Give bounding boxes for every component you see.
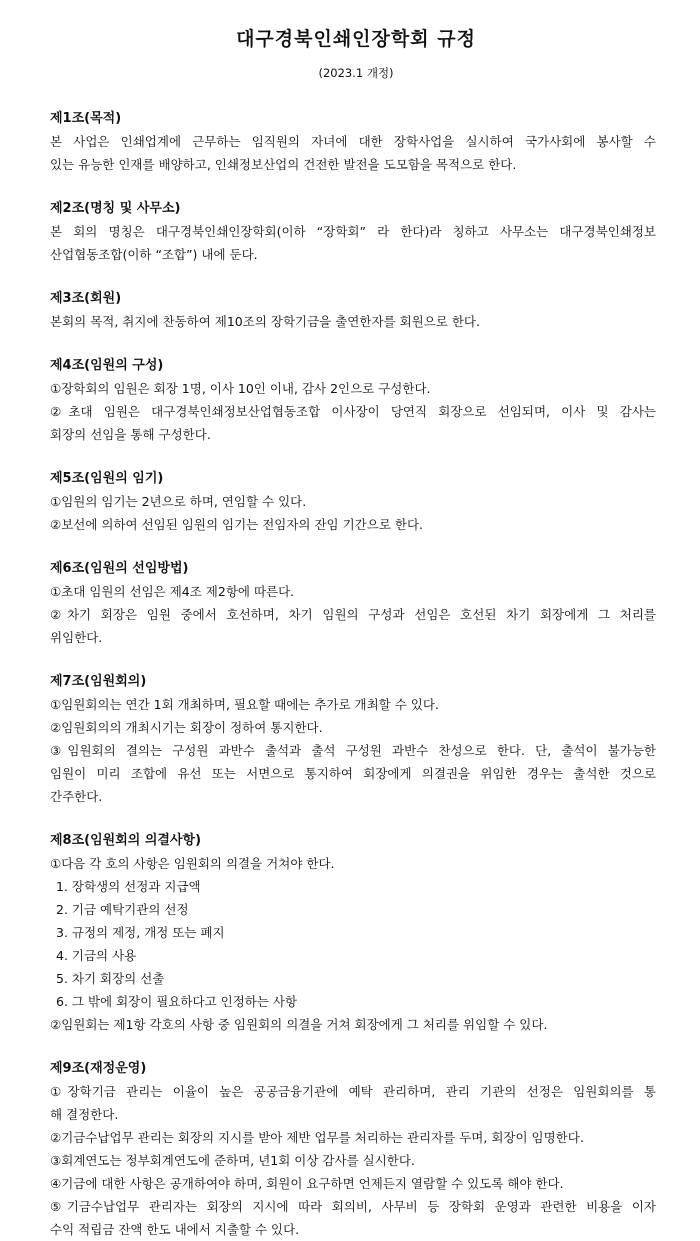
article-text-line: ④기금에 대한 사항은 공개하여야 하며, 회원이 요구하면 언제든지 열람할 수 있도록 해야 한다.: [50, 1176, 564, 1191]
article-text-line: 산업협동조합(이하 “조합”) 내에 둔다.: [50, 247, 258, 262]
list-item: 1. 장학생의 선정과 지급액: [56, 879, 201, 894]
article-text-line: ①장학기금 관리는 이율이 높은 공공금융기관에 예탁 관리하며, 관리 기관의 선정은 임원회의를 통: [50, 1084, 656, 1099]
article-text-line: ②기금수납업무 관리는 회장의 지시를 받아 제반 업무를 처리하는 관리자를 두며, 회장이 임명한다.: [50, 1130, 584, 1145]
article-section: [50, 557, 656, 649]
article-text-line: 본 회의 명칭은 대구경북인쇄인장학회(이하 “장학회” 라 한다)라 칭하고 사무소는 대구경북인쇄정보: [50, 224, 656, 239]
article-text-line: ②임원회의의 개최시기는 회장이 정하여 통지한다.: [50, 720, 323, 735]
article-text-line: 간주한다.: [50, 789, 103, 804]
revision-note: (2023.1 개정): [318, 66, 394, 80]
article-text-line: 있는 유능한 인재를 배양하고, 인쇄정보산업의 건전한 발전을 도모함을 목적으로 한다.: [50, 157, 517, 172]
article-text-line: ③임원회의 결의는 구성원 과반수 출석과 출석 구성원 과반수 찬성으로 한다. 단, 출석이 불가능한: [50, 743, 656, 758]
article-section: [50, 287, 656, 333]
article-heading: 제1조(목적): [50, 111, 122, 126]
article-text-line: 본회의 목적, 취지에 찬동하여 제10조의 장학기금을 출연한자를 회원으로 한다.: [50, 314, 480, 329]
article-text-line: ②차기 회장은 임원 중에서 호선하며, 차기 임원의 구성과 선임은 호선된 차기 회장에게 그 처리를: [50, 607, 656, 622]
article-text-line: ①임원의 임기는 2년으로 하며, 연임할 수 있다.: [50, 494, 307, 509]
article-text-line: 본 사업은 인쇄업계에 근무하는 임직원의 자녀에 대한 장학사업을 실시하여 국가사회에 봉사할 수: [50, 134, 656, 149]
article-text-line: 수익 적립금 잔액 한도 내에서 지출할 수 있다.: [50, 1222, 300, 1237]
article-text-line: ③회계연도는 정부회계연도에 준하며, 년1회 이상 감사를 실시한다.: [50, 1153, 415, 1168]
article-text-line: ②초대 임원은 대구경북인쇄정보산업협동조합 이사장이 당연직 회장으로 선임되며, 이사 및 감사는: [50, 404, 656, 419]
article-heading: 제3조(회원): [50, 291, 122, 306]
list-item: 6. 그 밖에 회장이 필요하다고 인정하는 사항: [56, 994, 298, 1009]
article-list: [50, 107, 656, 1241]
article-text-line: ①임원회의는 연간 1회 개최하며, 필요할 때에는 추가로 개최할 수 있다.: [50, 697, 439, 712]
article-text-line: ⑤기금수납업무 관리자는 회장의 지시에 따라 회의비, 사무비 등 장학회 운영과 관련한 비용을 이자: [50, 1199, 656, 1214]
list-item: 2. 기금 예탁기관의 선정: [56, 902, 189, 917]
article-section: [50, 670, 656, 808]
article-section: [50, 829, 656, 1036]
article-heading: 제4조(임원의 구성): [50, 358, 164, 373]
article-text-line: ②임원회는 제1항 각호의 사항 중 임원회의 의결을 거쳐 회장에게 그 처리를 위임할 수 있다.: [50, 1017, 548, 1032]
article-text-line: 해 결정한다.: [50, 1107, 119, 1122]
article-heading: 제9조(재정운영): [50, 1061, 147, 1076]
list-item: 5. 차기 회장의 선출: [56, 971, 165, 986]
article-section: [50, 467, 656, 536]
list-item: 3. 규정의 제정, 개정 또는 폐지: [56, 925, 225, 940]
article-heading: 제2조(명칭 및 사무소): [50, 201, 181, 216]
article-text-line: ②보선에 의하여 선임된 임원의 임기는 전임자의 잔임 기간으로 한다.: [50, 517, 423, 532]
article-text-line: ①다음 각 호의 사항은 임원회의 의결을 거쳐야 한다.: [50, 856, 335, 871]
article-text-line: 임원이 미리 조합에 유선 또는 서면으로 통지하여 회장에게 의결권을 위임한 경우는 출석한 것으로: [50, 766, 656, 781]
article-heading: 제6조(임원의 선임방법): [50, 561, 189, 576]
article-heading: 제8조(임원회의 의결사항): [50, 833, 202, 848]
list-item: 4. 기금의 사용: [56, 948, 137, 963]
article-heading: 제7조(임원회의): [50, 674, 147, 689]
article-text-line: 회장의 선임을 통해 구성한다.: [50, 427, 211, 442]
article-text-line: 위임한다.: [50, 630, 103, 645]
article-text-line: ①장학회의 임원은 회장 1명, 이사 10인 이내, 감사 2인으로 구성한다.: [50, 381, 431, 396]
article-section: [50, 1057, 656, 1241]
article-section: [50, 197, 656, 266]
article-section: [50, 354, 656, 446]
article-section: [50, 107, 656, 176]
document-title: 대구경북인쇄인장학회 규정: [236, 28, 476, 50]
article-text-line: ①초대 임원의 선임은 제4조 제2항에 따른다.: [50, 584, 295, 599]
article-heading: 제5조(임원의 임기): [50, 471, 164, 486]
